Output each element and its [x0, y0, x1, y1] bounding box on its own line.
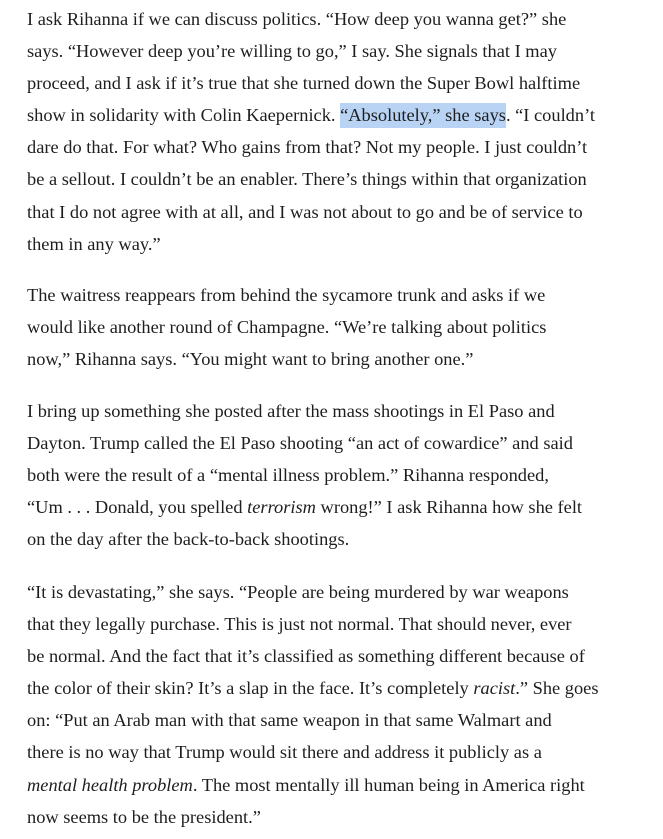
text-run: dare do that. For what? Who gains from that? Not my people. I just couldn’t: [27, 137, 588, 158]
text-line: [27, 576, 599, 608]
text-line: [27, 99, 595, 131]
text-run: that I do not agree with at all, and I was not about to go and be of service to: [27, 201, 583, 222]
text-line: [27, 279, 546, 311]
text-line: [27, 163, 595, 195]
text-run: both were the result of a “mental illness problem.” Rihanna responded,: [27, 465, 549, 486]
text-run: . The most mentally ill human being in America right: [192, 774, 585, 795]
text-run: would like another round of Champagne. “We’re talking about politics: [27, 317, 547, 338]
text-line: [27, 196, 595, 228]
text-line: [27, 608, 599, 640]
text-run: The waitress reappears from behind the sycamore trunk and asks if we: [27, 285, 546, 305]
text-run: the color of their skin? It’s a slap in the face. It’s completely: [27, 678, 474, 699]
text-run: that they legally purchase. This is just not normal. That should never, ever: [27, 614, 572, 635]
text-line: [27, 704, 599, 736]
text-run: be normal. And the fact that it’s classified as something different because of: [27, 646, 585, 667]
text-run: now seems to be the president.”: [27, 806, 261, 827]
text-line: [27, 427, 582, 459]
selected-text-highlight[interactable]: “Absolutely,” she says: [340, 103, 506, 128]
text-run: Dayton. Trump called the El Paso shooting “an act of cowardice” and said: [27, 433, 573, 454]
text-run: . “I couldn’t: [505, 105, 595, 126]
text-run: I bring up something she posted after the mass shootings in El Paso and: [27, 401, 555, 421]
text-run: says. “However deep you’re willing to go,” I say. She signals that I may: [27, 41, 557, 62]
text-run: there is no way that Trump would sit there and address it publicly as a: [27, 742, 542, 763]
text-line: [27, 459, 582, 491]
text-line: [27, 131, 595, 163]
text-run: .” She goes: [515, 678, 599, 699]
text-line: [27, 228, 595, 260]
text-run: “Um . . . Donald, you spelled: [27, 497, 248, 518]
text-line: [27, 523, 582, 555]
paragraph: [27, 576, 599, 833]
text-line: [27, 311, 546, 343]
italic-text: mental health problem: [27, 774, 193, 795]
text-line: [27, 491, 582, 523]
text-line: [27, 67, 595, 99]
paragraph: [27, 3, 595, 260]
text-line: [27, 736, 599, 768]
paragraph: [27, 395, 582, 555]
text-line: [27, 395, 582, 427]
text-line: [27, 3, 595, 35]
text-line: [27, 343, 546, 375]
text-run: “It is devastating,” she says. “People are being murdered by war weapons: [27, 582, 569, 602]
paragraph: [27, 279, 546, 375]
text-line: [27, 640, 599, 672]
text-run: on the day after the back-to-back shootings.: [27, 529, 350, 550]
italic-text: racist: [473, 678, 516, 699]
text-line: [27, 769, 599, 801]
text-run: proceed, and I ask if it’s true that she turned down the Super Bowl halftime: [27, 73, 581, 94]
text-run: be a sellout. I couldn’t be an enabler. There’s things within that organization: [27, 169, 587, 190]
text-run: now,” Rihanna says. “You might want to bring another one.”: [27, 349, 474, 370]
text-line: [27, 35, 595, 67]
text-run: them in any way.”: [27, 233, 161, 254]
text-run: wrong!” I ask Rihanna how she felt: [315, 497, 583, 518]
text-line: [27, 672, 599, 704]
text-run: on: “Put an Arab man with that same weapon in that same Walmart and: [27, 710, 552, 731]
text-line: [27, 801, 599, 833]
text-run: I ask Rihanna if we can discuss politics. “How deep you wanna get?” she: [27, 9, 567, 29]
italic-text: terrorism: [247, 497, 316, 518]
text-run: show in solidarity with Colin Kaepernick.: [27, 105, 341, 126]
